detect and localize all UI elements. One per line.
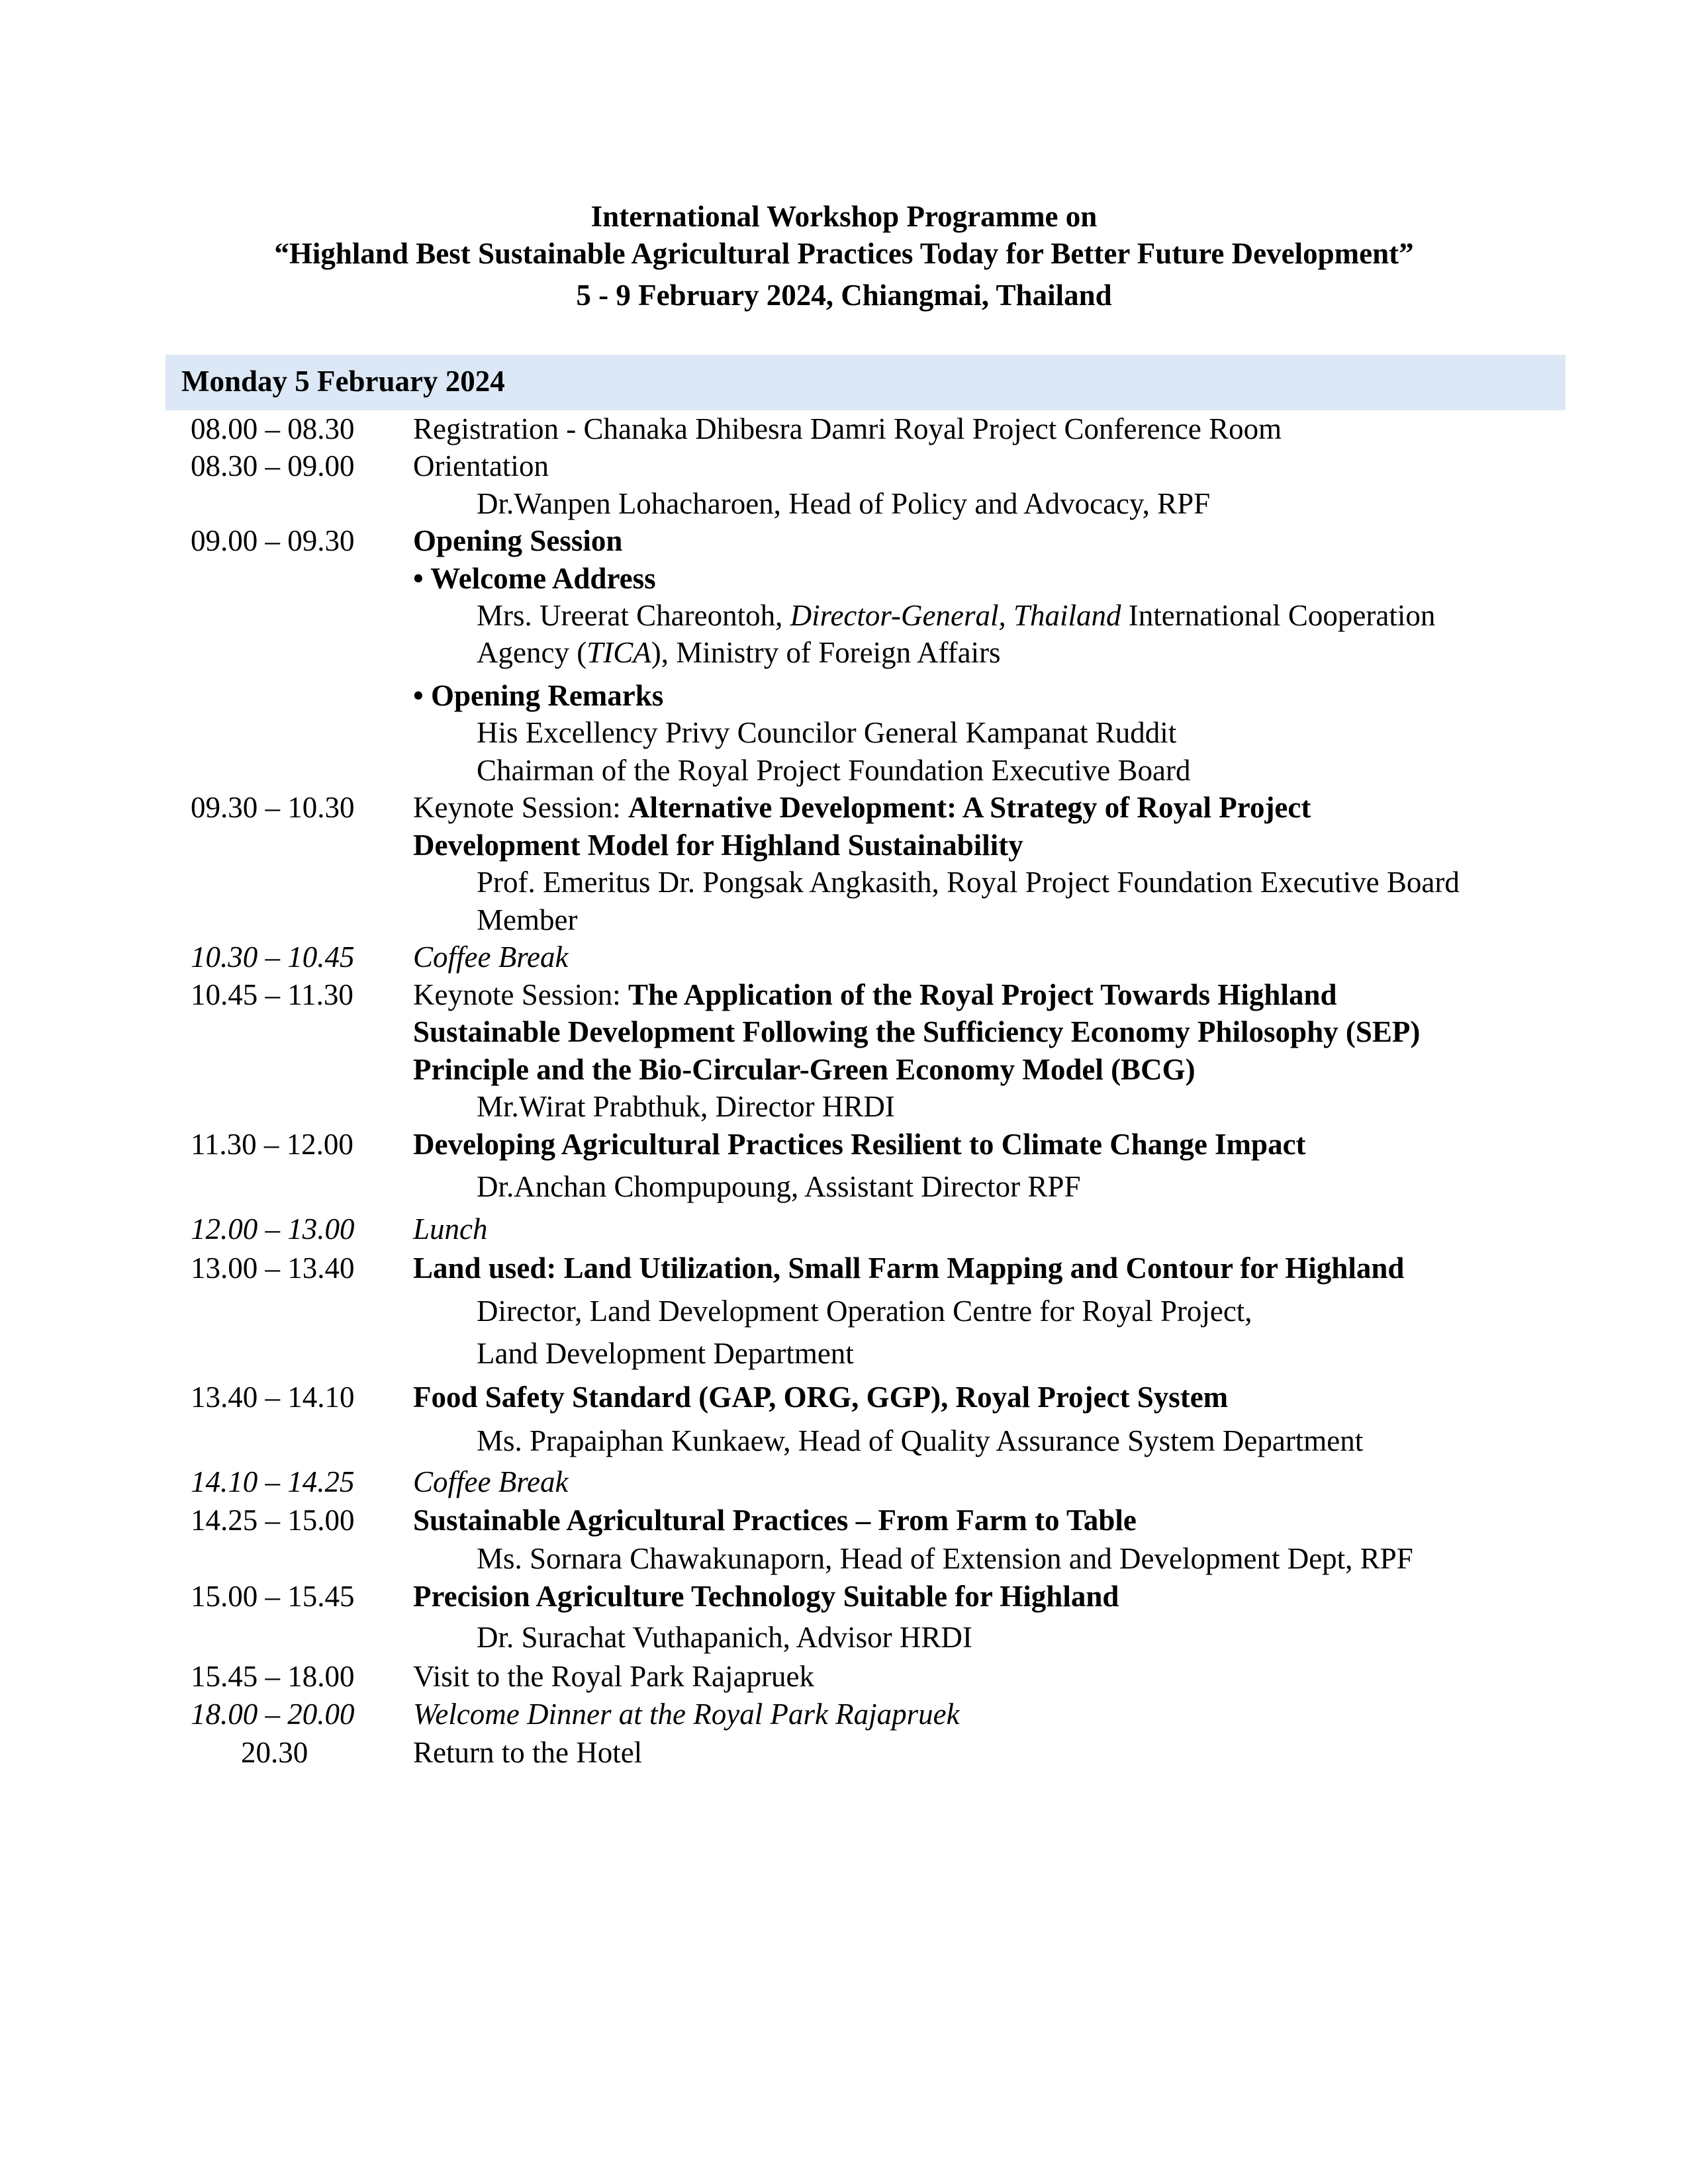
description [413,976,1337,1013]
speaker: Director, Land Development Operation Centre for Royal Project, [477,1295,1252,1328]
bullet-item [413,560,656,597]
speaker: Dr. Surachat Vuthapanich, Advisor HRDI [477,1621,972,1654]
continuation-line [0,1013,1688,1050]
schedule-row [0,938,1688,976]
schedule-row [0,410,1688,447]
schedule-row [0,1696,1688,1733]
schedule-row [0,1578,1688,1615]
speaker-line [0,901,1688,938]
continuation-line [0,1051,1688,1088]
session-title: Precision Agriculture Technology Suitable for Highland [413,1580,1119,1613]
speaker [477,634,1001,671]
session-prefix: Keynote Session: [413,791,628,824]
speaker-line [0,485,1688,522]
schedule-row [0,1463,1688,1500]
time: 13.00 – 13.40 [191,1251,355,1285]
bullet-icon: • [413,562,431,595]
speaker: Land Development Department [477,1337,854,1370]
schedule-row [0,447,1688,484]
schedule-row [0,1250,1688,1287]
speaker: Prof. Emeritus Dr. Pongsak Angkasith, Royal Project Foundation Executive Board [477,866,1460,899]
time: 08.00 – 08.30 [191,412,355,445]
speaker-line [0,1293,1688,1330]
speaker-line [0,1540,1688,1577]
day-header-title: Monday 5 February 2024 [181,365,505,398]
description: Coffee Break [413,1465,569,1498]
bullet-label: Welcome Address [430,562,656,595]
schedule-row [0,1126,1688,1163]
schedule-row [0,976,1688,1013]
bullet-line [0,677,1688,714]
speaker-line [0,714,1688,751]
session-title: Sustainable Agricultural Practices – From Farm to Table [413,1504,1137,1537]
schedule-row [0,1379,1688,1416]
speaker-line [0,1335,1688,1372]
speaker-line [0,864,1688,901]
speaker-line [0,1088,1688,1125]
speaker: Dr.Anchan Chompupoung, Assistant Director RPF [477,1170,1081,1203]
speaker: Dr.Wanpen Lohacharoen, Head of Policy and Advocacy, RPF [477,487,1211,520]
time: 14.10 – 14.25 [191,1465,355,1498]
speaker-abbr: TICA [586,636,651,669]
time: 11.30 – 12.00 [191,1128,353,1161]
schedule-row [0,1658,1688,1695]
speaker: His Excellency Privy Councilor General Kampanat Ruddit [477,716,1177,749]
description: Coffee Break [413,940,569,974]
time: 09.30 – 10.30 [191,791,355,824]
speaker: Member [477,903,578,936]
speaker-line [0,1422,1688,1459]
speaker-line [0,752,1688,789]
continuation-line [0,827,1688,864]
speaker-line [0,1168,1688,1205]
session-title: Alternative Development: A Strategy of Royal Project [628,791,1311,824]
time: 12.00 – 13.00 [191,1212,355,1246]
schedule-row [0,522,1688,559]
time: 15.00 – 15.45 [191,1580,355,1613]
speaker-name: Mrs. Ureerat Chareontoh, [477,599,790,632]
speaker-line [0,1619,1688,1656]
description: Lunch [413,1212,488,1246]
speaker: Chairman of the Royal Project Foundation Executive Board [477,754,1191,787]
time: 14.25 – 15.00 [191,1504,355,1537]
time: 15.45 – 18.00 [191,1660,355,1693]
time: 13.40 – 14.10 [191,1381,355,1414]
speaker-line [0,634,1688,671]
session-title: Developing Agricultural Practices Resilient to Climate Change Impact [413,1128,1306,1161]
doc-title-line2: “Highland Best Sustainable Agricultural Practices Today for Better Future Development” [274,237,1414,270]
speaker [477,597,1435,634]
description: Welcome Dinner at the Royal Park Rajapruek [413,1698,960,1731]
session-title: Land used: Land Utilization, Small Farm Mapping and Contour for Highland [413,1251,1405,1285]
doc-title-line1: International Workshop Programme on [590,200,1098,233]
session-title: Development Model for Highland Sustainability [413,829,1023,862]
time: 20.30 [241,1736,308,1769]
session-title: Sustainable Development Following the Sufficiency Economy Philosophy (SEP) [413,1015,1421,1048]
speaker-org: ), Ministry of Foreign Affairs [651,636,1001,669]
bullet-icon: • [413,679,432,712]
description [413,789,1311,826]
session-title: Opening Session [413,524,623,557]
session-prefix: Keynote Session: [413,978,628,1011]
schedule-row [0,789,1688,826]
bullet-line [0,560,1688,597]
speaker: Ms. Sornara Chawakunaporn, Head of Extension and Development Dept, RPF [477,1542,1413,1575]
speaker-org: Agency ( [477,636,587,669]
bullet-item [413,677,663,714]
schedule-row [0,1502,1688,1539]
session-title: Principle and the Bio-Circular-Green Economy Model (BCG) [413,1053,1196,1086]
time: 09.00 – 09.30 [191,524,355,557]
schedule-row [0,1210,1688,1248]
schedule-row [0,1734,1688,1771]
bullet-label: Opening Remarks [431,679,664,712]
time: 18.00 – 20.00 [191,1698,355,1731]
speaker-line [0,597,1688,634]
speaker-role: Director-General, Thailand [790,599,1121,632]
speaker: Mr.Wirat Prabthuk, Director HRDI [477,1090,895,1123]
doc-title-line3: 5 - 9 February 2024, Chiangmai, Thailand [576,279,1112,312]
session-title: The Application of the Royal Project Towards Highland [628,978,1337,1011]
time: 08.30 – 09.00 [191,449,355,482]
speaker: Ms. Prapaiphan Kunkaew, Head of Quality Assurance System Department [477,1424,1364,1457]
description: Visit to the Royal Park Rajapruek [413,1660,814,1693]
time: 10.30 – 10.45 [191,940,355,974]
description: Orientation [413,449,549,482]
day-header [165,355,1566,410]
session-title: Food Safety Standard (GAP, ORG, GGP), Royal Project System [413,1381,1229,1414]
description: Registration - Chanaka Dhibesra Damri Royal Project Conference Room [413,412,1282,445]
speaker-org: International Cooperation [1121,599,1436,632]
description: Return to the Hotel [413,1736,643,1769]
time: 10.45 – 11.30 [191,978,353,1011]
